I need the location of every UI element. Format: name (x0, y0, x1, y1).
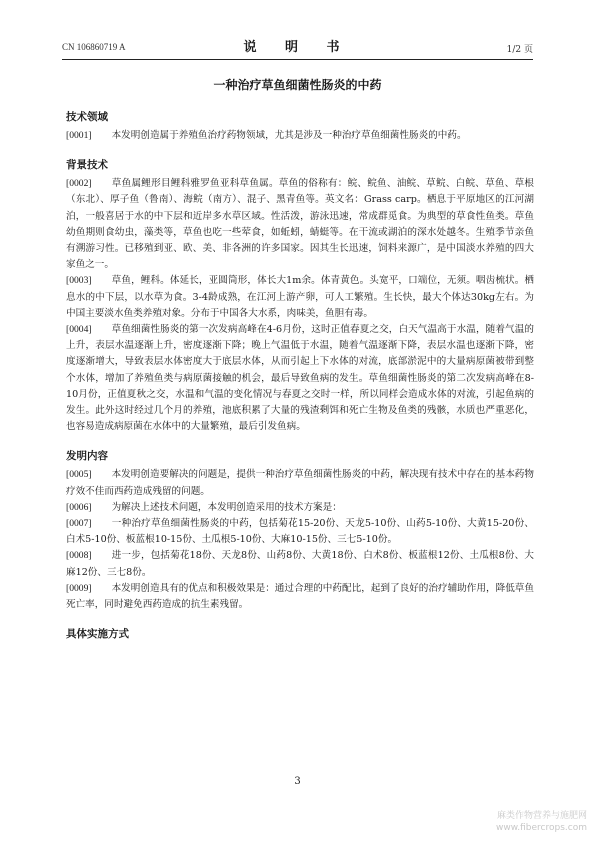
publication-number: CN 106860719 A (62, 42, 126, 52)
paragraph-number: [0005] (66, 469, 92, 481)
paragraph (66, 176, 534, 273)
section-summary (66, 449, 534, 613)
paragraph (66, 516, 534, 548)
paragraph (66, 581, 534, 613)
document-type: 说 明 书 (243, 40, 352, 55)
watermark-title: 麻类作物营养与施肥网 (496, 811, 587, 821)
paragraph-number: [0006] (66, 501, 92, 513)
paragraph (66, 273, 534, 322)
paragraph (66, 548, 534, 580)
watermark-url: www.fibercrops.com (496, 823, 587, 833)
section-background (66, 158, 534, 435)
paragraph-number: [0004] (66, 324, 92, 336)
paragraph-text: 草鱼细菌性肠炎的第一次发病高峰在4-6月份，这时正值春夏之交，白天气温高于水温，随着气温的上升，表层水温逐渐上升，密度逐渐下降；晚上气温低于水温，随着气温逐渐下降，表层水温也逐渐下降，密度逐渐增大，导致表层水体密度大于底层水体，从而引起上下水体的对流，底部淤泥中的大量病原菌被带到整个水体，增加了养殖鱼类与病原菌接触的机会，最后导致鱼病的发生。草鱼细菌性肠炎的第二次发病高峰在8-10月份，正值夏秋之交，水温和气温的变化情况与春夏之交时一样，所以同样会造成水体的对流，引起鱼病的发生。此外这时经过几个月的养殖，池底积累了大量的残渣剩饵和死亡生物及鱼类的残骸，水质也严重恶化，也容易造成病原菌在水体中的大量繁殖，最后引发鱼病。 (66, 324, 534, 433)
paragraph-text: 本发明创造属于养殖鱼治疗药物领域，尤其是涉及一种治疗草鱼细菌性肠炎的中药。 (111, 130, 467, 141)
document-body (66, 110, 534, 655)
section-heading: 发明内容 (66, 450, 108, 463)
page-of-indicator: 1/2 页 (506, 45, 533, 55)
page-header (62, 36, 533, 58)
paragraph (66, 500, 534, 516)
page-number: 3 (294, 776, 301, 787)
paragraph-number: [0001] (66, 130, 92, 141)
section-detailed-description (66, 627, 534, 641)
paragraph-number: [0002] (66, 178, 92, 190)
paragraph-text: 为解决上述技术问题，本发明创造采用的技术方案是： (111, 501, 342, 513)
paragraph-text: 一种治疗草鱼细菌性肠炎的中药，包括菊花15-20份、天龙5-10份、山药5-10份、大黄15-20份、白术5-10份、板蓝根10-15份、土瓜根5-10份、大麻10-15份、三七5-10份。 (66, 518, 534, 546)
paragraph-text: 本发明创造具有的优点和积极效果是：通过合理的中药配比，起到了良好的治疗辅助作用，降低草鱼死亡率，同时避免西药造成的抗生素残留。 (66, 582, 534, 611)
section-technical-field (66, 110, 534, 144)
paragraph-number: [0007] (66, 518, 92, 530)
paragraph (66, 467, 534, 499)
paragraph-text: 草鱼，鲤科。体延长，亚圆筒形，体长大1m余。体青黄色。头宽平，口端位，无须。咽齿梳状。栖息水的中下层，以水草为食。3-4龄成熟，在江河上游产卵，可人工繁殖。生长快，最大个体达30kg左右。为中国主要淡水鱼类养殖对象。分布于中国各大水系，肉味美，鱼胆有毒。 (66, 275, 534, 319)
paragraph-text: 进一步，包括菊花18份、天龙8份、山药8份、大黄18份、白术8份、板蓝根12份、土瓜根8份、大麻12份、三七8份。 (66, 550, 534, 578)
paragraph (66, 322, 534, 435)
site-watermark (496, 810, 587, 834)
paragraph-text: 草鱼属鲤形目鲤科雅罗鱼亚科草鱼属。草鱼的俗称有：鲩、鲩鱼、油鲩、草鲩、白鲩、草鱼、草根（东北）、厚子鱼（鲁南）、海鲩（南方）、混子、黑青鱼等。英文名：Grass carp。栖息于平原地区的江河湖泊，一般喜居于水的中下层和近岸多水草区域。性活泼，游泳迅速，常成群觅食。为典型的草食性鱼类。草鱼幼鱼期则食幼虫，藻类等，草鱼也吃一些荤食，如蚯蚓，蜻蜓等。在干流或湖泊的深水处越冬。生殖季节亲鱼有溯游习性。已移殖到亚、欧、美、非各洲的许多国家。因其生长迅速，饲料来源广，是中国淡水养殖的四大家鱼之一。 (66, 178, 534, 271)
document-title: 一种治疗草鱼细菌性肠炎的中药 (213, 78, 382, 92)
paragraph-number: [0003] (66, 275, 92, 287)
section-heading: 技术领域 (66, 111, 108, 123)
paragraph-number: [0008] (66, 550, 92, 562)
paragraph-text: 本发明创造要解决的问题是，提供一种治疗草鱼细菌性肠炎的中药，解决现有技术中存在的基本药物疗效不佳而西药造成残留的问题。 (66, 469, 534, 497)
section-heading: 具体实施方式 (66, 628, 129, 641)
paragraph (66, 128, 534, 144)
section-heading: 背景技术 (66, 159, 108, 172)
paragraph-number: [0009] (66, 582, 92, 594)
header-divider (62, 59, 533, 60)
